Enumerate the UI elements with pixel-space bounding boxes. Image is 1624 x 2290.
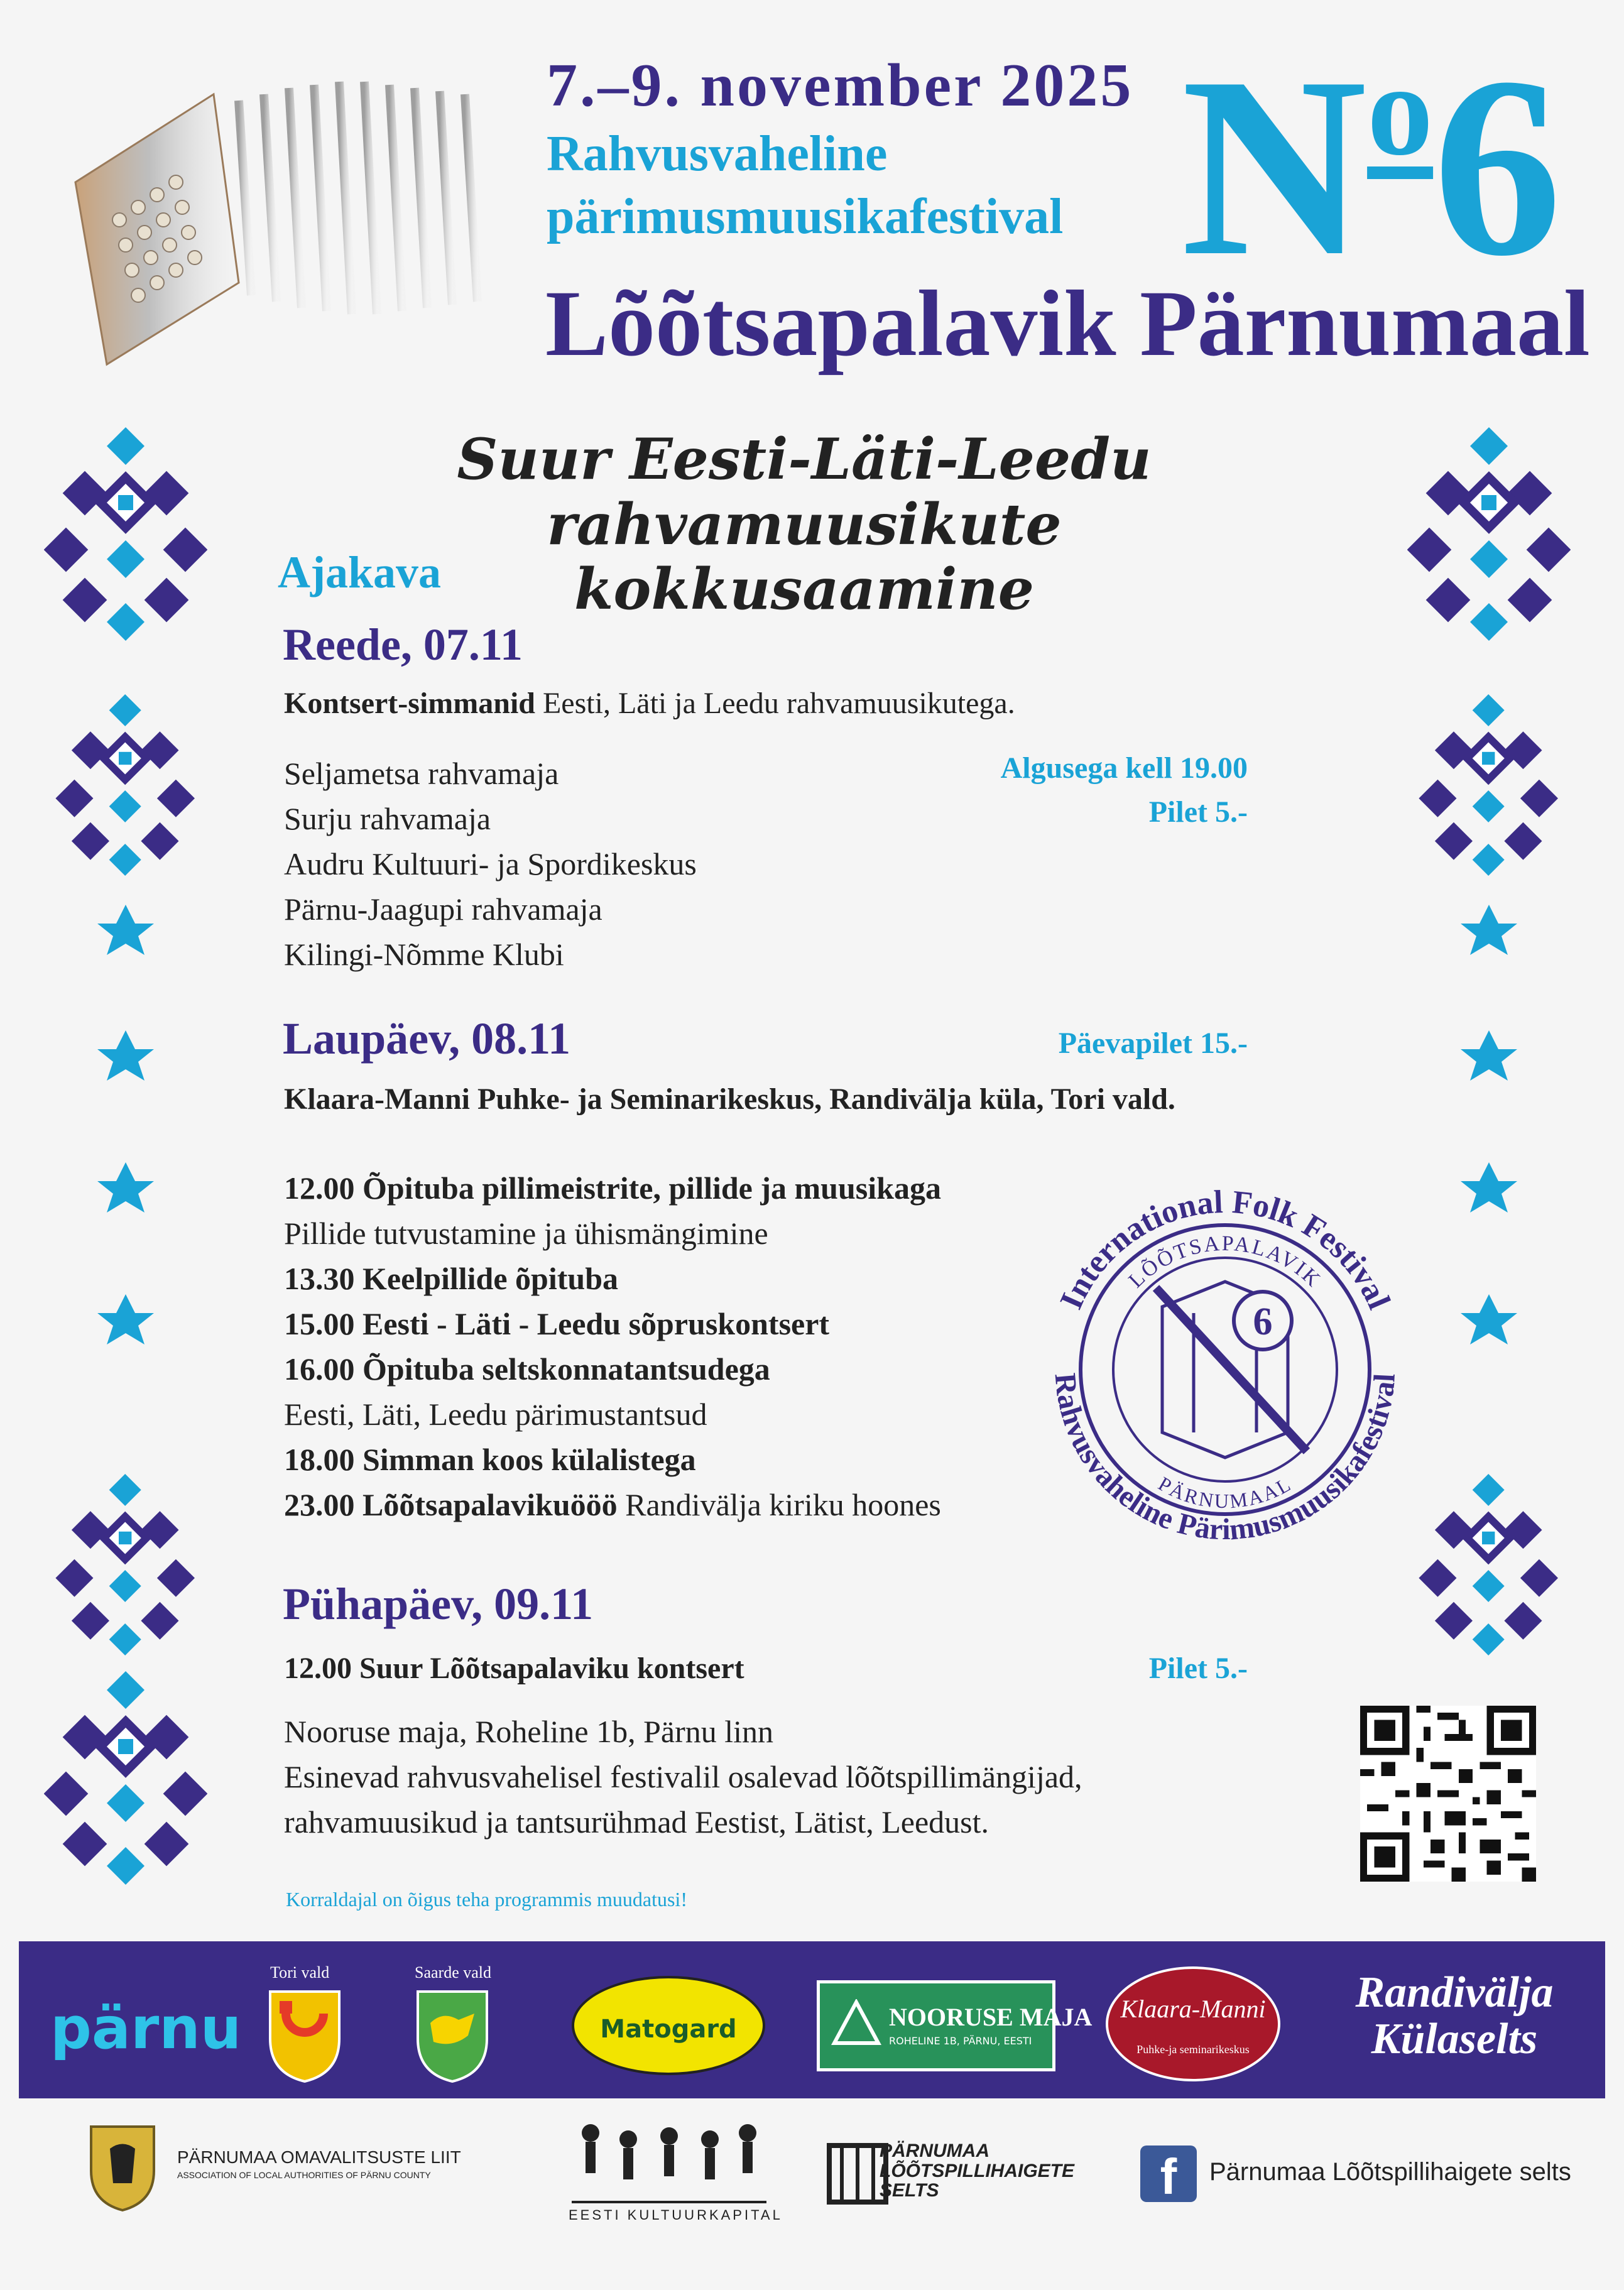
edition-digit: 6: [1433, 24, 1562, 309]
list-item: Esinevad rahvusvahelisel festivalil osalevad lõõtspillimängijad,: [284, 1759, 1082, 1794]
friday-ticket-price: Pilet 5.-: [1148, 795, 1248, 829]
list-item: 23.00 Lõõtsapalavikuööö Randivälja kiriku hoones: [284, 1487, 941, 1522]
list-item: 18.00 Simman koos külalistega: [284, 1442, 696, 1477]
nooruse-maja-title: NOORUSE MAJA: [889, 2003, 1093, 2031]
list-item: Audru Kultuuri- ja Spordikeskus: [284, 846, 697, 881]
schedule-heading: Ajakava: [278, 547, 442, 597]
kulka-label: EESTI KULTUURKAPITAL: [569, 2207, 783, 2223]
klaara-manni-title: Klaara-Manni: [1120, 1995, 1266, 2023]
tagline-line1: Suur Eesti-Läti-Leedu rahvamuusikute: [457, 426, 1152, 558]
festival-subtitle-line1: Rahvusvaheline: [547, 126, 888, 182]
list-item: Kilingi-Nõmme Klubi: [284, 937, 564, 972]
list-item: rahvamuusikud ja tantsurühmad Eestist, Lätist, Leedust.: [284, 1804, 989, 1840]
sunday-heading: Pühapäev, 09.11: [283, 1579, 594, 1629]
parnumaa-crest[interactable]: [88, 2124, 157, 2211]
saarde-vald-label: Saarde vald: [415, 1963, 492, 1982]
selts-line1: PÄRNUMAA: [880, 2140, 989, 2161]
friday-heading: Reede, 07.11: [283, 619, 523, 670]
omavalitsuste-liit-subtitle: ASSOCIATION OF LOCAL AUTHORITIES OF PÄRNU COUNTY: [177, 2170, 431, 2180]
randivalja-kulaselts-logo[interactable]: [1332, 1970, 1577, 2062]
randivalja-line2: Külaselts: [1371, 2014, 1538, 2063]
tori-vald-label: Tori vald: [270, 1963, 330, 1982]
list-item: 15.00 Eesti - Läti - Leedu sõpruskontsert: [284, 1306, 830, 1341]
tori-vald-crest[interactable]: [267, 1988, 342, 2083]
qr-code[interactable]: [1360, 1706, 1536, 1882]
friday-start-time: Algusega kell 19.00: [1000, 751, 1248, 785]
list-item: Nooruse maja, Roheline 1b, Pärnu linn: [284, 1714, 774, 1749]
klaara-manni-logo[interactable]: [1106, 1966, 1280, 2081]
selts-line3: SELTS: [880, 2180, 939, 2201]
saturday-location: Klaara-Manni Puhke- ja Seminarikeskus, Randivälja küla, Tori vald.: [284, 1082, 1175, 1116]
festival-dates: 7.–9. november 2025: [547, 52, 1134, 119]
list-item: Eesti, Läti, Leedu pärimustantsud: [284, 1397, 707, 1432]
seal-inner-bottom-text: PÄRNUMAAL: [1154, 1471, 1296, 1513]
list-item: Pillide tutvustamine ja ühismängimine: [284, 1216, 768, 1251]
partners-row: [0, 2105, 1624, 2290]
sponsor-bar: [19, 1941, 1605, 2098]
matogard-logo[interactable]: [572, 1976, 765, 2075]
sunday-event: 12.00 Suur Lõõtsapalaviku kontsert: [284, 1652, 744, 1685]
friday-intro-bold: Kontsert-simmanid: [284, 687, 535, 720]
seal-inner-top-text: LÕÕTSAPALAVIK: [1124, 1231, 1326, 1293]
saarde-vald-crest[interactable]: [415, 1988, 490, 2083]
omavalitsuste-liit-title: PÄRNUMAA OMAVALITSUSTE LIIT: [177, 2147, 461, 2167]
sunday-ticket-price: Pilet 5.-: [1148, 1652, 1248, 1685]
house-icon: [831, 1999, 881, 2049]
page-title: Lõõtsapalavik Pärnumaal: [545, 271, 1590, 376]
festival-seal: [1011, 1156, 1439, 1583]
tagline-line2: kokkusaamine: [574, 556, 1034, 623]
edition-superscript: o: [1367, 37, 1434, 183]
selts-line2: LÕÕTSPILLIHAIGETE: [880, 2160, 1075, 2181]
edition-number: [1181, 24, 1562, 309]
disclaimer: Korraldajal on õigus teha programmis muudatusi!: [286, 1888, 687, 1911]
list-item: Pärnu-Jaagupi rahvamaja: [284, 891, 602, 927]
saturday-ticket-price: Päevapilet 15.-: [1058, 1027, 1248, 1060]
selts-name: [880, 2141, 1074, 2201]
list-item: 16.00 Õpituba seltskonnatantsudega: [284, 1351, 770, 1387]
list-item: Surju rahvamaja: [284, 801, 491, 836]
accordion-illustration: [50, 57, 528, 383]
saturday-heading: Laupäev, 08.11: [283, 1013, 571, 1064]
matogard-text: Matogard: [600, 2015, 737, 2044]
parnu-logo[interactable]: pärnu: [50, 1995, 242, 2062]
friday-intro-rest: Eesti, Läti ja Leedu rahvamuusikutega.: [535, 687, 1015, 720]
list-item: 13.30 Keelpillide õpituba: [284, 1261, 619, 1296]
nooruse-maja-address: ROHELINE 1B, PÄRNU, EESTI: [889, 2035, 1032, 2047]
seal-outer-top-text: International Folk Festival: [1053, 1184, 1397, 1315]
facebook-icon[interactable]: f: [1140, 2146, 1197, 2202]
friday-intro: [284, 686, 1015, 721]
list-item: 12.00 Õpituba pillimeistrite, pillide ja muusikaga: [284, 1170, 941, 1206]
randivalja-line1: Randivälja: [1355, 1968, 1554, 2017]
edition-prefix: N: [1181, 24, 1368, 309]
nooruse-maja-logo[interactable]: [817, 1980, 1093, 2071]
seal-outer-bottom-text: Rahvusvaheline Pärimusmuusikafestival: [1048, 1371, 1402, 1547]
friday-venue-list: [284, 751, 697, 977]
sunday-details: [284, 1709, 1082, 1845]
left-folk-ornament: [44, 427, 207, 1904]
klaara-manni-subtitle: Puhke-ja seminarikeskus: [1136, 2043, 1250, 2056]
seal-number: 6: [1253, 1300, 1273, 1343]
festival-subtitle-line2: pärimusmuusikafestival: [547, 189, 1064, 244]
list-item: Seljametsa rahvamaja: [284, 756, 559, 791]
kulka-figures: [565, 2114, 773, 2215]
facebook-page-name[interactable]: Pärnumaa Lõõtspillihaigete selts: [1209, 2158, 1571, 2186]
saturday-program: [284, 1165, 941, 1527]
